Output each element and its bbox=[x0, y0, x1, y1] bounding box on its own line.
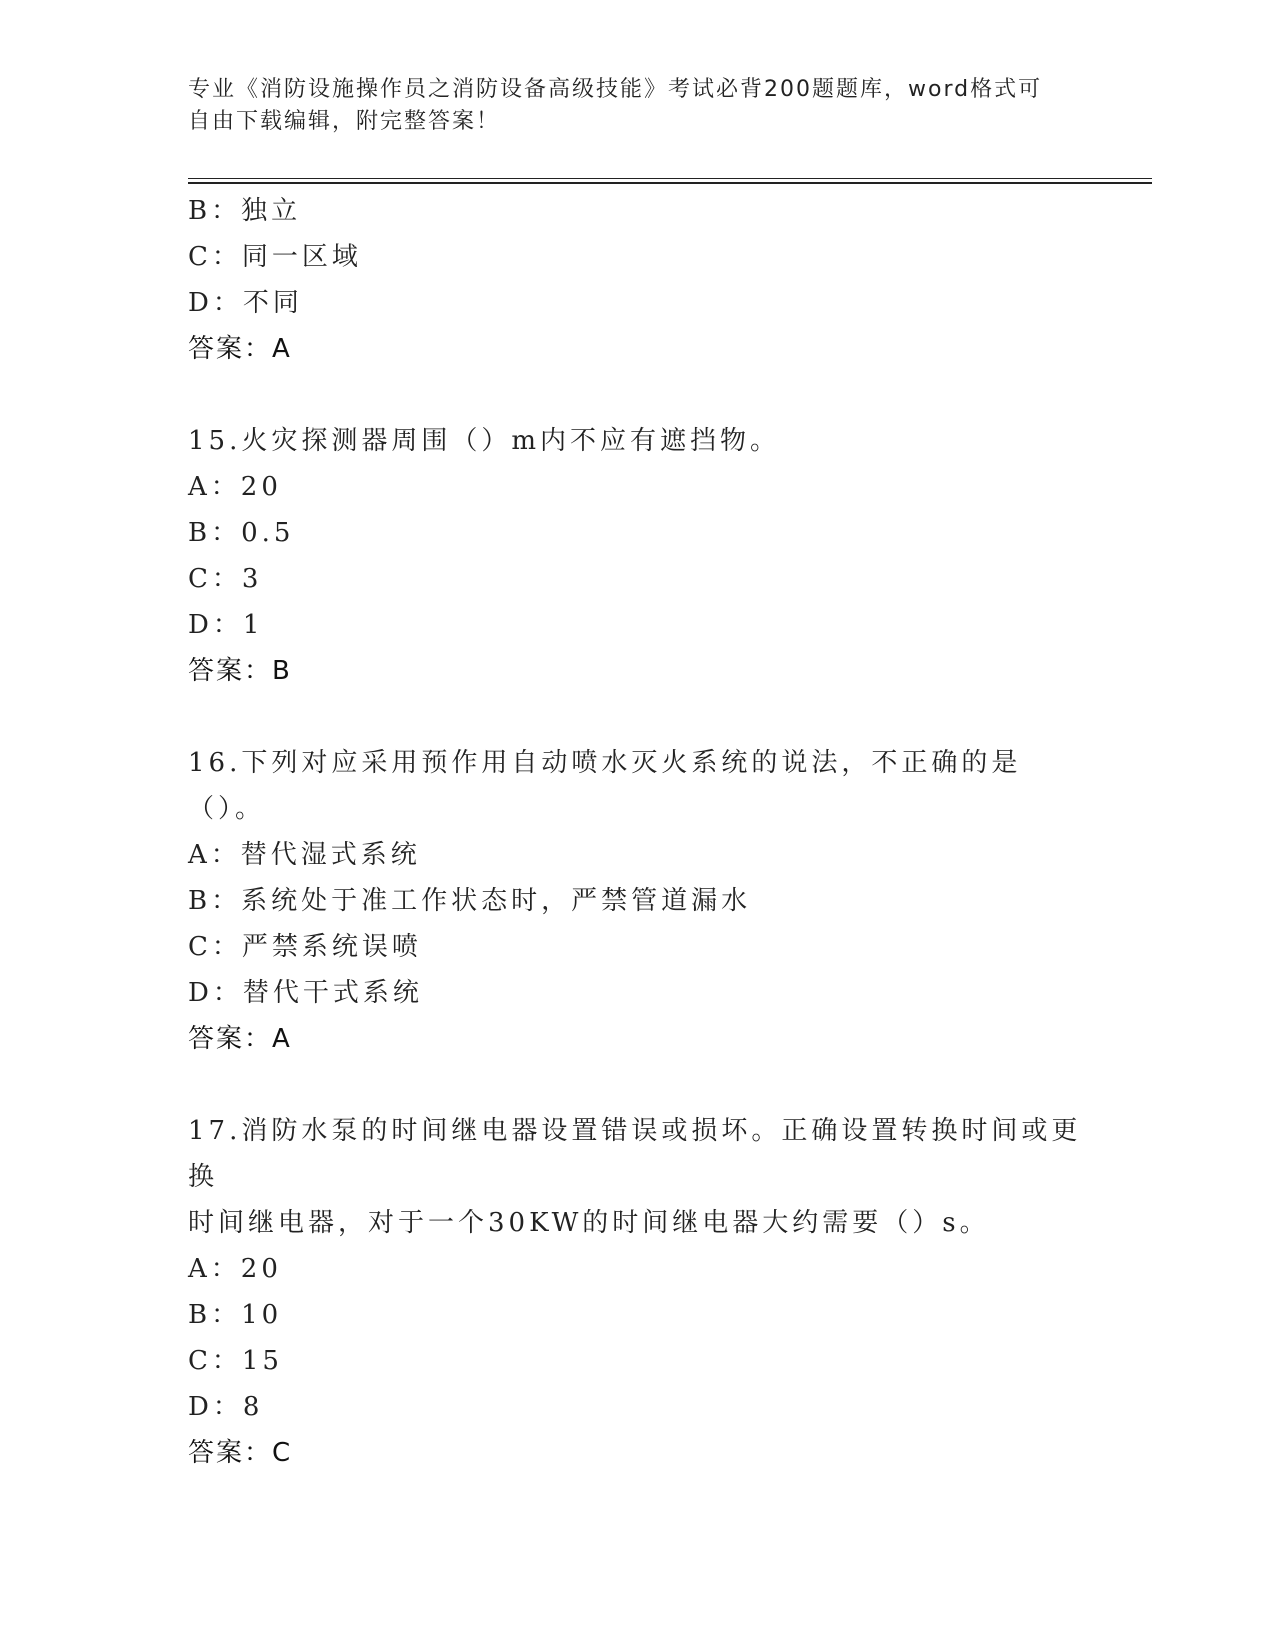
question-block-17 bbox=[188, 1108, 1088, 1476]
answer-line: 答案：A bbox=[188, 334, 292, 364]
question-list bbox=[188, 188, 1088, 1476]
option-b: B：10 bbox=[188, 1300, 283, 1330]
option-a: A：替代湿式系统 bbox=[188, 840, 421, 870]
header-divider bbox=[188, 178, 1152, 179]
question-block-14-continued bbox=[188, 188, 1088, 372]
option-b: B：系统处于准工作状态时，严禁管道漏水 bbox=[188, 886, 752, 916]
question-block-15 bbox=[188, 418, 1088, 694]
option-b: B：0.5 bbox=[188, 518, 295, 548]
answer-line: 答案：C bbox=[188, 1438, 293, 1468]
option-a: A：20 bbox=[188, 472, 282, 502]
document-header bbox=[188, 74, 1088, 138]
answer-line: 答案：B bbox=[188, 656, 292, 686]
header-title-line-1: 专业《消防设施操作员之消防设备高级技能》考试必背200题题库，word格式可 bbox=[188, 77, 1043, 102]
question-block-16 bbox=[188, 740, 1088, 1062]
option-d: D：1 bbox=[188, 610, 264, 640]
option-c: C：3 bbox=[188, 564, 263, 594]
answer-line: 答案：A bbox=[188, 1024, 292, 1054]
option-b: B：独立 bbox=[188, 196, 302, 226]
option-d: D：不同 bbox=[188, 288, 303, 318]
option-c: C：15 bbox=[188, 1346, 283, 1376]
option-c: C：严禁系统误喷 bbox=[188, 932, 422, 962]
option-d: D：替代干式系统 bbox=[188, 978, 423, 1008]
option-a: A：20 bbox=[188, 1254, 282, 1284]
header-title-line-2: 自由下载编辑，附完整答案！ bbox=[188, 109, 501, 134]
question-stem-line-2: 时间继电器，对于一个30KW的时间继电器大约需要（）s。 bbox=[188, 1208, 990, 1238]
option-c: C：同一区域 bbox=[188, 242, 362, 272]
question-stem-line-1: 17.消防水泵的时间继电器设置错误或损坏。正确设置转换时间或更换 bbox=[188, 1116, 1082, 1192]
header-divider-thick bbox=[188, 182, 1152, 184]
question-stem: 15.火灾探测器周围（）m内不应有遮挡物。 bbox=[188, 426, 781, 456]
question-stem: 16.下列对应采用预作用自动喷水灭火系统的说法，不正确的是（）。 bbox=[188, 748, 1022, 824]
option-d: D：8 bbox=[188, 1392, 264, 1422]
